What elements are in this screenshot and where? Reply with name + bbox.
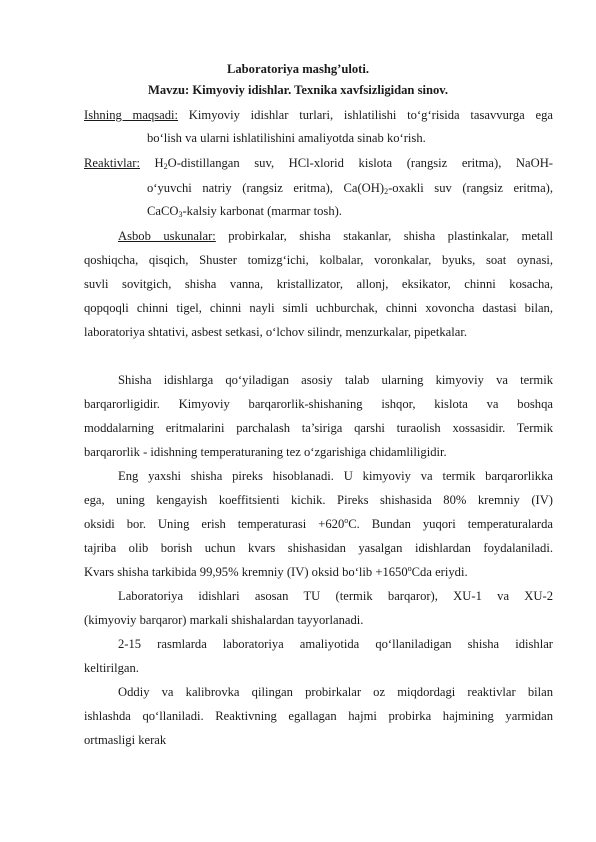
goal-label: Ishning maqsadi: (84, 108, 179, 122)
equipment-line-1: Asbob uskunalar: probirkalar, shisha stakanlar, shisha plastinkalar, metall (118, 229, 553, 243)
para4-line-1: 2-15 rasmlarda laboratoriya amaliyotida qo‘llaniladigan shisha idishlar (118, 637, 553, 651)
equipment-line-3: suvli sovitgich, shisha vanna, kristallizator, allonj, eksikator, chinni kosacha, (84, 277, 553, 291)
para2-line-4: tajriba olib borish uchun kvars shishasidan yasalgan idishlardan foydalaniladi. (84, 541, 553, 555)
para5-line-1: Oddiy va kalibrovka qilingan probirkalar oz miqdordagi reaktivlar bilan (118, 685, 553, 699)
goal-line-2: bo‘lish va ularni ishlatilishini amaliyotda sinab ko‘rish. (147, 131, 426, 145)
para1-line-3: moddalarning eritmalarini parchalash ta’siriga qarshi turaolish xossasidir. Termik (84, 421, 553, 435)
reagents-label: Reaktivlar: (84, 156, 140, 170)
para3-line-2: (kimyoviy barqaror) markali shishalardan tayyorlanadi. (84, 613, 364, 627)
equipment-line-4: qopqoqli chinni tigel, chinni nayli simli uchburchak, chinni xovoncha dastasi bilan, (84, 301, 553, 315)
para2-line-5: Kvars shisha tarkibida 99,95% kremniy (IV) oksid bo‘lib $+1650^oCda$ eriydi. (84, 564, 468, 579)
reagents-line-2: o‘yuvchi natriy (rangsiz eritma), $Ca(OH)_2$-oxakli suv (rangsiz eritma), (147, 181, 554, 196)
para1-line-1: Shisha idishlarga qo‘yiladigan asosiy talab ularning kimyoviy va termik (118, 373, 553, 387)
para3-line-1: Laboratoriya idishlari asosan TU (termik barqaror), XU-1 va XU-2 (118, 589, 553, 603)
document-title: Laboratoriya mashg’uloti. (226, 62, 370, 76)
document-subtitle: Mavzu: Kimyoviy idishlar. Texnika xavfsizligidan sinov. (147, 83, 449, 97)
para1-line-4: barqarorlik - idishning temperaturaning tez o‘zgarishiga chidamliligidir. (84, 445, 447, 459)
para1-line-2: barqarorligidir. Kimyoviy barqarorlik-shishaning ishqor, kislota va boshqa (84, 397, 553, 411)
para4-line-2: keltirilgan. (84, 661, 139, 675)
reagents-line-1: Reaktivlar: $H_2O$-distillangan suv, HCl-xlorid kislota (rangsiz eritma), NaOH- (84, 156, 553, 171)
equipment-line-5: laboratoriya shtativi, asbest setkasi, o‘lchov silindr, menzurkalar, pipetkalar. (84, 325, 467, 339)
equipment-line-2: qoshiqcha, qisqich, Shuster tomizg‘ichi, kolbalar, voronkalar, byuks, soat oynasi, (84, 253, 553, 267)
para2-line-2: ega, uning kengayish koeffitsienti kichik. Pireks shishasida 80% kremniy (IV) (84, 493, 553, 507)
reagents-line-3: CaCO$_3$-kalsiy karbonat (marmar tosh). (147, 204, 342, 219)
para5-line-3: ortmasligi kerak (84, 733, 167, 747)
para2-line-3: oksidi bor. Uning erish temperaturasi $+620^oC$. Bundan yuqori temperaturalarda (84, 516, 553, 531)
para2-line-1: Eng yaxshi shisha pireks hisoblanadi. U kimyoviy va termik barqarorlikka (118, 469, 553, 483)
para5-line-2: ishlashda qo‘llaniladi. Reaktivning egallagan hajmi probirka hajmining yarmidan (84, 709, 553, 723)
goal-line-1: Ishning maqsadi: Kimyoviy idishlar turlari, ishlatilishi to‘g‘risida tasavvurga ega (84, 108, 553, 122)
equipment-label: Asbob uskunalar: (118, 229, 216, 243)
